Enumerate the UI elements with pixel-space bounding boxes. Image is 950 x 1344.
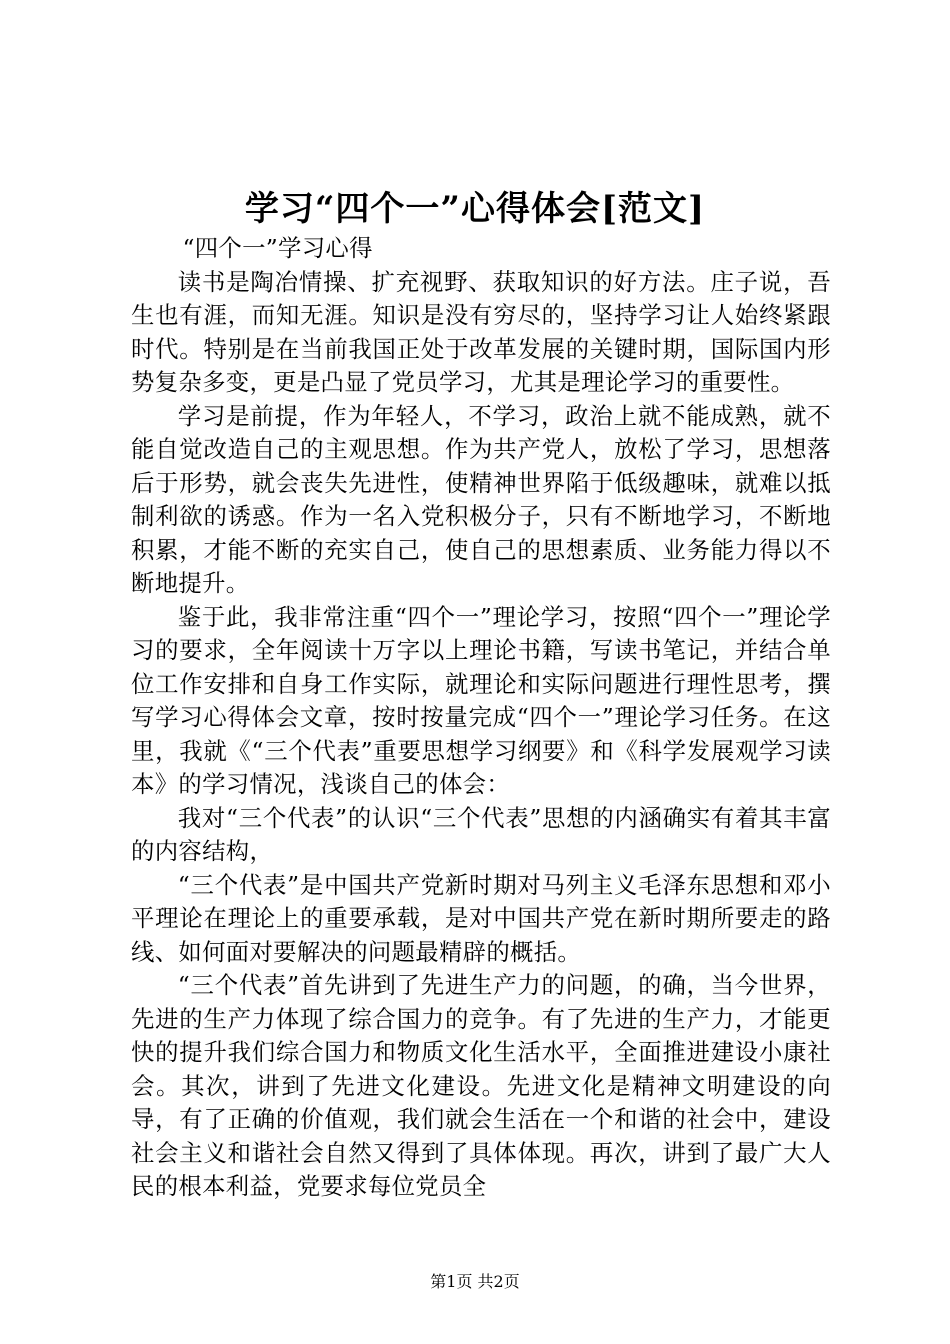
paragraph-3: 鉴于此，我非常注重“四个一”理论学习，按照“四个一”理论学习的要求，全年阅读十万字以上理论书籍，写读书笔记，并结合单位工作安排和自身工作实际，就理论和实际问题进行理性思考，撰写学习心得体会文章，按时按量完成“四个一”理论学习任务。在这里，我就《“三个代表”重要思想学习纲要》和《科学发展观学习读本》的学习情况，浅谈自己的体会：	[131, 602, 831, 798]
document-body	[131, 232, 831, 1204]
paragraph-5: “三个代表”是中国共产党新时期对马列主义毛泽东思想和邓小平理论在理论上的重要承载，是对中国共产党在新时期所要走的路线、如何面对要解决的问题最精辟的概括。	[131, 870, 831, 966]
paragraph-4: 我对“三个代表”的认识“三个代表”思想的内涵确实有着其丰富的内容结构，	[131, 803, 831, 865]
document-subtitle: “四个一”学习心得	[182, 234, 373, 262]
page-footer: 第1页 共2页	[430, 1272, 520, 1291]
paragraph-2: 学习是前提，作为年轻人，不学习，政治上就不能成熟，就不能自觉改造自己的主观思想。作为共产党人，放松了学习，思想落后于形势，就会丧失先进性，使精神世界陷于低级趣味，就难以抵制利欲的诱惑。作为一名入党积极分子，只有不断地学习，不断地积累，才能不断的充实自己，使自己的思想素质、业务能力得以不断地提升。	[131, 401, 831, 597]
document-title: 学习“四个一”心得体会[范文]	[244, 189, 706, 229]
paragraph-6: “三个代表”首先讲到了先进生产力的问题，的确，当今世界，先进的生产力体现了综合国力的竞争。有了先进的生产力，才能更快的提升我们综合国力和物质文化生活水平，全面推进建设小康社会。其次，讲到了先进文化建设。先进文化是精神文明建设的向导，有了正确的价值观，我们就会生活在一个和谐的社会中，建设社会主义和谐社会自然又得到了具体体现。再次，讲到了最广大人民的根本利益，党要求每位党员全	[131, 971, 831, 1200]
paragraph-1: 读书是陶冶情操、扩充视野、获取知识的好方法。庄子说，吾生也有涯，而知无涯。知识是没有穷尽的，坚持学习让人始终紧跟时代。特别是在当前我国正处于改革发展的关键时期，国际国内形势复杂多变，更是凸显了党员学习，尤其是理论学习的重要性。	[131, 267, 831, 396]
